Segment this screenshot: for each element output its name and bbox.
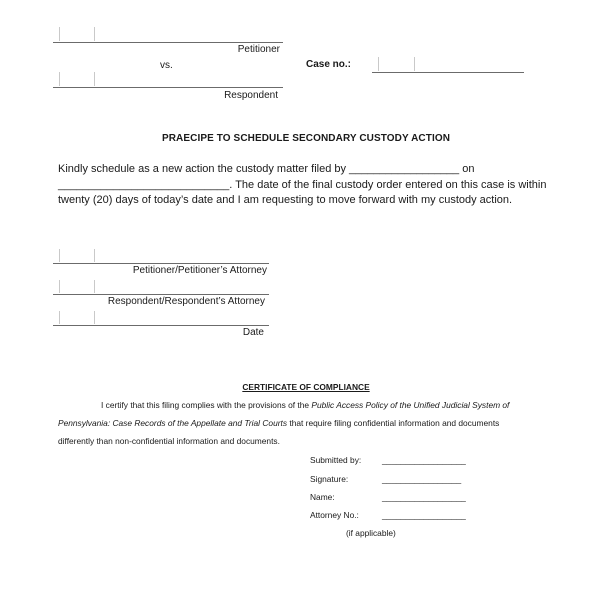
respondent-attorney-label: Respondent/Respondent’s Attorney <box>107 296 265 307</box>
case-number-field[interactable] <box>372 72 524 73</box>
form-field-tick <box>59 27 60 41</box>
date-line[interactable] <box>53 325 269 326</box>
petitioner-label: Petitioner <box>237 44 280 55</box>
respondent-label: Respondent <box>224 90 278 101</box>
respondent-line <box>53 87 283 88</box>
petitioner-line <box>53 42 283 43</box>
certificate-policy-title: Pennsylvania: Case Records of the Appellate and Trial Courts <box>58 418 288 428</box>
name-field[interactable]: __________________ <box>382 492 466 502</box>
vs-label: vs. <box>160 60 173 71</box>
if-applicable-note: (if applicable) <box>346 528 396 538</box>
certificate-line-2 <box>58 415 499 432</box>
body-line-3: twenty (20) days of today’s date and I am requesting to move forward with my custody action. <box>58 194 513 206</box>
attorney-number-label: Attorney No.: <box>310 510 359 520</box>
certificate-heading: CERTIFICATE OF COMPLIANCE <box>242 382 370 392</box>
signature-label: Signature: <box>310 474 349 484</box>
form-field-tick <box>378 57 379 71</box>
form-field-tick <box>59 249 60 262</box>
respondent-signature-line[interactable] <box>53 294 269 295</box>
certificate-line-1 <box>101 397 509 414</box>
name-label: Name: <box>310 492 335 502</box>
certificate-text-a: I certify that this filing complies with the provisions of the <box>101 400 310 410</box>
form-field-tick <box>94 249 95 262</box>
certificate-policy-name: Public Access Policy of the Unified Judicial System of <box>311 400 510 410</box>
form-field-tick <box>94 311 95 324</box>
case-number-label: Case no.: <box>306 59 352 70</box>
form-field-tick <box>94 72 95 86</box>
date-label: Date <box>242 327 264 338</box>
body-line-2: ____________________________. The date of the final custody order entered on this case is within <box>58 179 547 191</box>
petitioner-attorney-label: Petitioner/Petitioner’s Attorney <box>132 265 267 276</box>
page-title: PRAECIPE TO SCHEDULE SECONDARY CUSTODY ACTION <box>161 133 451 144</box>
form-field-tick <box>94 280 95 293</box>
form-field-tick <box>59 311 60 324</box>
certificate-line-3: differently than non-confidential information and documents. <box>58 436 280 446</box>
petitioner-signature-line[interactable] <box>53 263 269 264</box>
form-field-tick <box>414 57 415 71</box>
attorney-number-field[interactable]: __________________ <box>382 510 466 520</box>
submitted-by-label: Submitted by: <box>310 455 362 465</box>
signature-field[interactable]: _________________ <box>382 474 462 484</box>
certificate-text-d: that require filing confidential information and documents <box>289 418 500 428</box>
body-line-1: Kindly schedule as a new action the custody matter filed by __________________ on <box>58 163 475 175</box>
form-field-tick <box>94 27 95 41</box>
form-field-tick <box>59 72 60 86</box>
form-field-tick <box>59 280 60 293</box>
submitted-by-field[interactable]: __________________ <box>382 455 466 465</box>
